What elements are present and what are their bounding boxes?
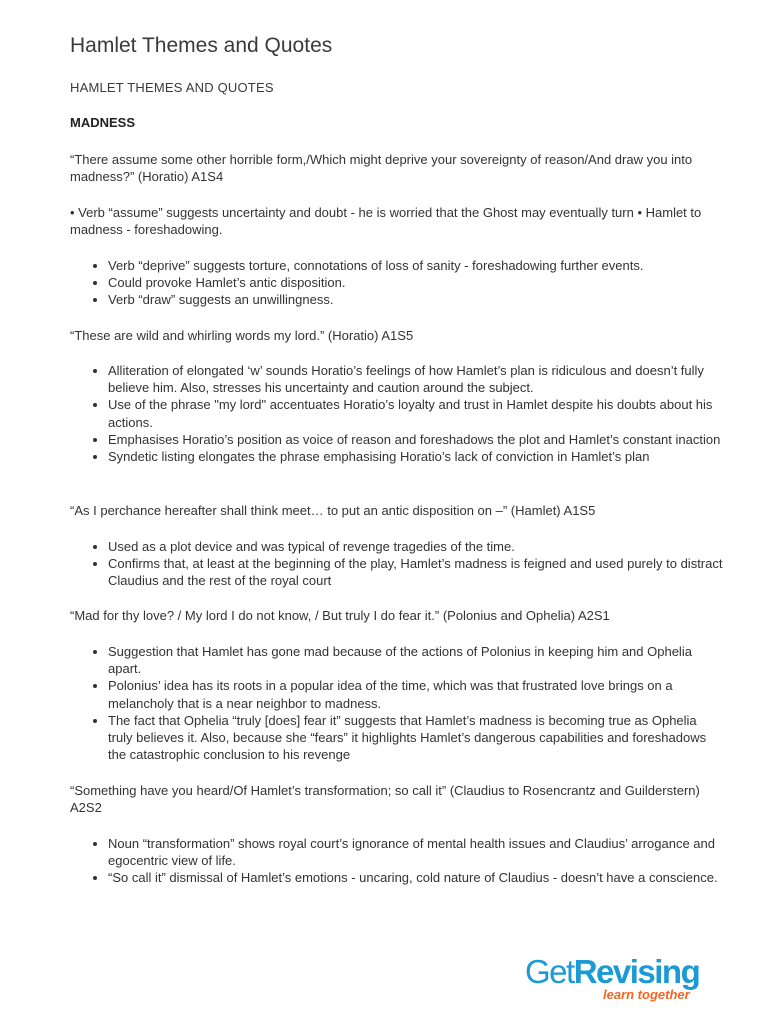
note-paragraph: • Verb “assume” suggests uncertainty and doubt - he is worried that the Ghost may eventually turn • Hamlet to madness - foreshadowing. bbox=[70, 205, 702, 238]
quote-paragraph: “As I perchance hereafter shall think meet… to put an antic disposition on –” (Hamlet) A1S5 bbox=[70, 503, 596, 518]
logo-wordmark bbox=[525, 955, 699, 989]
list-item: • Verb “draw” suggests an unwillingness. bbox=[108, 291, 723, 308]
list-item: • Used as a plot device and was typical of revenge tragedies of the time. bbox=[108, 538, 723, 555]
bullet-list bbox=[90, 643, 723, 763]
getrevising-logo bbox=[525, 955, 725, 1005]
quote-paragraph: “Something have you heard/Of Hamlet’s transformation; so call it” (Claudius to Rosencrantz and Guilderstern) A2S2 bbox=[70, 783, 700, 816]
list-item: • Verb “deprive” suggests torture, connotations of loss of sanity - foreshadowing further events. bbox=[108, 257, 723, 274]
list-item: • Alliteration of elongated ‘w’ sounds Horatio’s feelings of how Hamlet’s plan is ridiculous and doesn’t fully believe him. Also, stresses his uncertainty and caution around the subject. bbox=[108, 362, 723, 396]
page-title: Hamlet Themes and Quotes bbox=[70, 34, 333, 57]
list-item: • “So call it” dismissal of Hamlet’s emotions - uncaring, cold nature of Claudius - doesn’t have a conscience. bbox=[108, 869, 723, 886]
section-heading: MADNESS bbox=[70, 115, 136, 130]
page-subtitle: HAMLET THEMES AND QUOTES bbox=[70, 80, 274, 95]
list-item: • Syndetic listing elongates the phrase emphasising Horatio’s lack of conviction in Hamlet’s plan bbox=[108, 448, 723, 465]
list-item: • Polonius’ idea has its roots in a popular idea of the time, which was that frustrated love brings on a melancholy that is a near neighbor to madness. bbox=[108, 677, 723, 711]
bullet-list bbox=[90, 362, 723, 465]
quote-paragraph: “Mad for thy love? / My lord I do not know, / But truly I do fear it.” (Polonius and Ophelia) A2S1 bbox=[70, 608, 610, 623]
list-item: • Confirms that, at least at the beginning of the play, Hamlet’s madness is feigned and used purely to distract Claudius and the rest of the royal court bbox=[108, 555, 723, 589]
list-item: • Use of the phrase "my lord" accentuates Horatio’s loyalty and trust in Hamlet despite his doubts about his actions. bbox=[108, 396, 723, 430]
bullet-list bbox=[90, 257, 723, 309]
bullet-list bbox=[90, 538, 723, 590]
logo-get-text: Get bbox=[525, 953, 574, 990]
list-item: • Noun “transformation” shows royal court’s ignorance of mental health issues and Claudius’ arrogance and egocentric view of life. bbox=[108, 835, 723, 869]
quote-paragraph: “These are wild and whirling words my lord.” (Horatio) A1S5 bbox=[70, 328, 414, 343]
quote-paragraph: “There assume some other horrible form,/Which might deprive your sovereignty of reason/And draw you into madness?” (Horatio) A1S4 bbox=[70, 152, 693, 185]
list-item: • The fact that Ophelia “truly [does] fear it” suggests that Hamlet’s madness is becoming true as Ophelia truly believes it. Also, because she “fears” it highlights Hamlet’s dangerous capabilities and foreshadows the catastrophic conclusion to his revenge bbox=[108, 712, 723, 764]
bullet-list bbox=[90, 835, 723, 887]
logo-tagline: learn together bbox=[603, 987, 690, 1002]
list-item: • Emphasises Horatio’s position as voice of reason and foreshadows the plot and Hamlet’s constant inaction bbox=[108, 431, 723, 448]
list-item: • Suggestion that Hamlet has gone mad because of the actions of Polonius in keeping him and Ophelia apart. bbox=[108, 643, 723, 677]
list-item: • Could provoke Hamlet’s antic disposition. bbox=[108, 274, 723, 291]
logo-revising-text: Revising bbox=[573, 953, 700, 990]
